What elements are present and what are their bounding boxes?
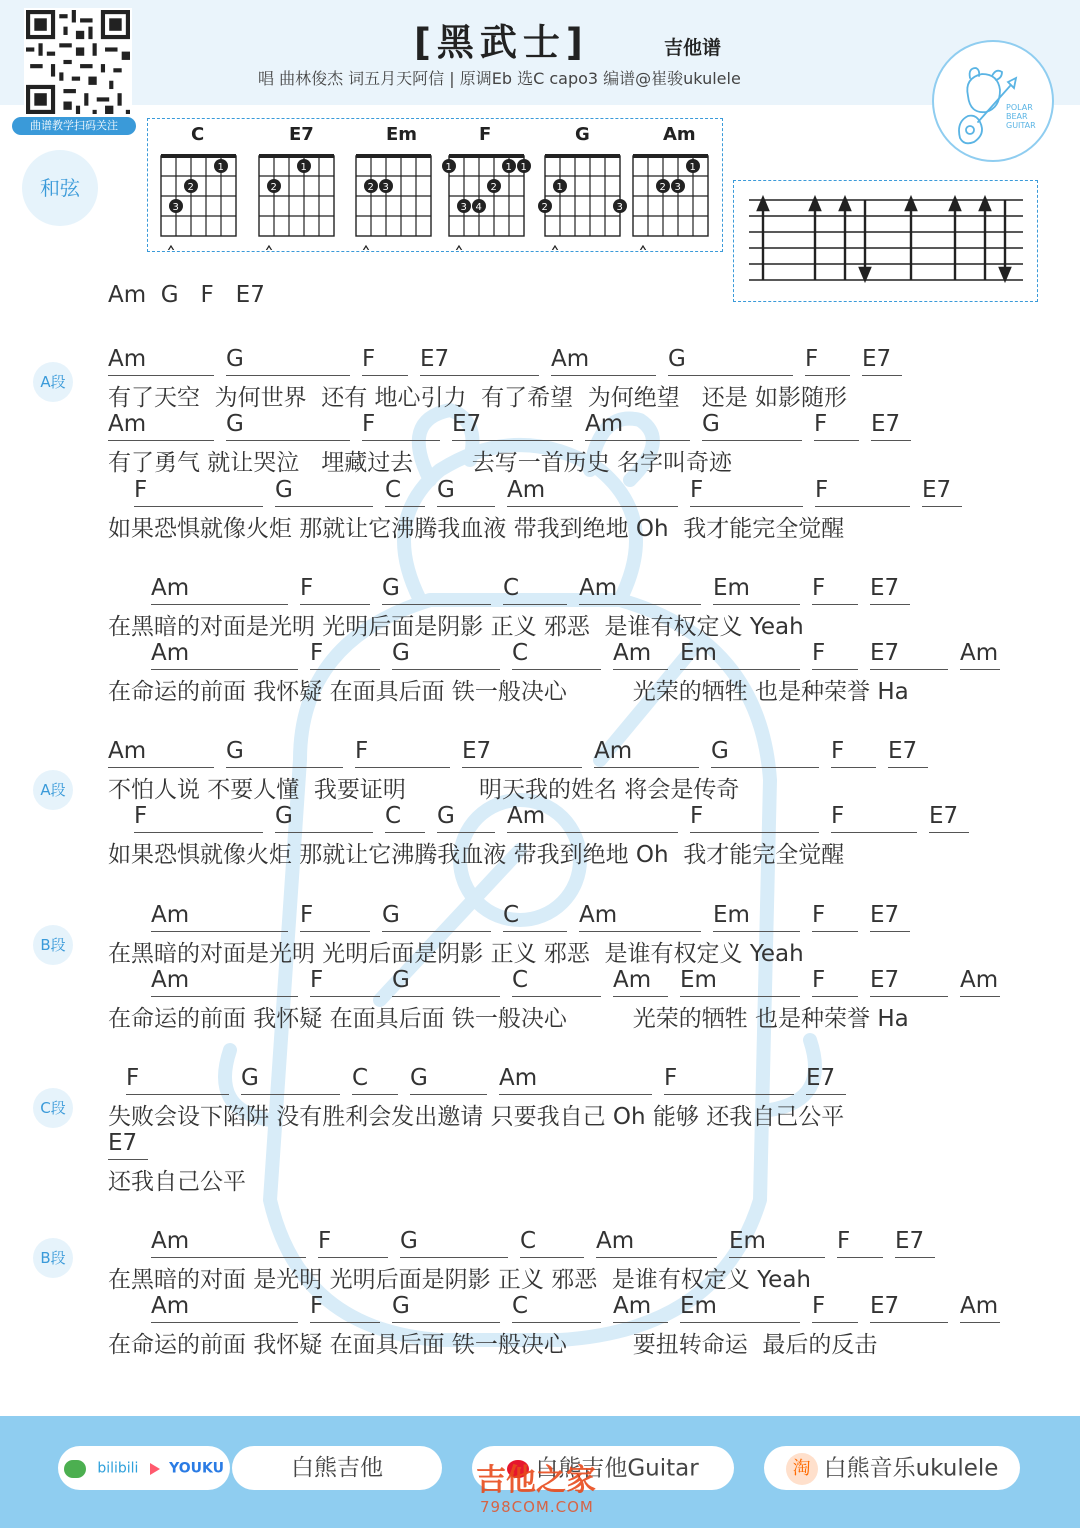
- chord-underline: [352, 1094, 398, 1095]
- chord-underline: [382, 931, 491, 932]
- chord-symbol: F: [814, 411, 828, 437]
- chord-symbol: Am: [960, 640, 999, 666]
- chord-underline: [613, 1322, 668, 1323]
- chord-symbol: Am: [108, 738, 147, 764]
- chord-symbol: Em: [713, 575, 750, 601]
- chord-symbol: Am: [579, 902, 618, 928]
- arrow-down-icon: [1000, 268, 1010, 280]
- chord-symbol: G: [275, 477, 293, 503]
- chord-underline: [690, 506, 803, 507]
- chord-underline: [151, 931, 288, 932]
- chord-underline: [668, 375, 793, 376]
- chord-underline: [680, 1322, 800, 1323]
- chord-symbol: F: [805, 346, 819, 372]
- qr-caption: 曲谱教学扫码关注: [12, 117, 136, 135]
- song-meta: 唱 曲林俊杰 词五月天阿信 | 原调Eb 选C capo3 编谱@崔骏ukulele: [258, 69, 741, 88]
- lyric-line: 在命运的前面 我怀疑 在面具后面 铁一般决心 光荣的牺牲 也是种荣誉 Ha: [108, 679, 909, 705]
- pill3-label: 白熊音乐ukulele: [823, 1455, 999, 1482]
- chord-symbol: Am: [151, 902, 190, 928]
- chord-underline: [275, 506, 373, 507]
- sheet-type: 吉他谱: [664, 37, 722, 59]
- chord-underline: [108, 767, 214, 768]
- chord-symbol: Am: [960, 1293, 999, 1319]
- chord-symbol: F: [134, 803, 148, 829]
- finger-number: 1: [445, 162, 452, 173]
- chord-symbol: E7: [870, 1293, 900, 1319]
- chord-symbol: Am: [499, 1065, 538, 1091]
- finger-number: 1: [505, 162, 512, 173]
- chord-underline: [400, 1257, 508, 1258]
- chord-underline: [613, 996, 668, 997]
- chord-underline: [960, 1322, 1000, 1323]
- chord-symbol: C: [385, 477, 402, 503]
- chord-symbol: F: [362, 346, 376, 372]
- finger-number: 2: [270, 182, 277, 193]
- chord-underline: [814, 440, 859, 441]
- chord-symbol: F: [355, 738, 369, 764]
- chord-underline: [503, 931, 567, 932]
- chord-symbol: F: [812, 575, 826, 601]
- chord-diagrams: [147, 118, 721, 250]
- chord-symbol: E7: [870, 902, 900, 928]
- chord-underline: [392, 996, 500, 997]
- chord-underline: [310, 1322, 380, 1323]
- chord-symbol: E7: [888, 738, 918, 764]
- chord-underline: [503, 604, 567, 605]
- chord-underline: [226, 375, 350, 376]
- chord-underline: [520, 1257, 584, 1258]
- chord-underline: [151, 996, 298, 997]
- chord-underline: [151, 1322, 298, 1323]
- chord-underline: [318, 1257, 388, 1258]
- chord-symbol: Am: [613, 1293, 652, 1319]
- chord-symbol: F: [812, 640, 826, 666]
- youku-icon: [150, 1463, 160, 1475]
- polar-bear-guitar-logo: [930, 38, 1056, 164]
- finger-number: 3: [616, 202, 623, 213]
- chord-underline: [871, 440, 911, 441]
- finger-number: 2: [187, 182, 194, 193]
- chord-underline: [126, 1094, 229, 1095]
- chord-symbol: F: [126, 1065, 140, 1091]
- finger-number: 4: [475, 202, 482, 213]
- chord-symbol: G: [382, 575, 400, 601]
- chord-symbol: F: [812, 902, 826, 928]
- chord-underline: [596, 1257, 717, 1258]
- chord-underline: [870, 604, 910, 605]
- logo-text-3: GUITAR: [1006, 121, 1036, 130]
- chord-underline: [300, 931, 370, 932]
- chord-underline: [585, 440, 690, 441]
- chord-underline: [870, 1322, 948, 1323]
- chord-underline: [690, 832, 819, 833]
- chord-symbol: Am: [960, 967, 999, 993]
- chord-underline: [812, 996, 858, 997]
- chord-underline: [226, 767, 343, 768]
- chord-symbol: G: [392, 1293, 410, 1319]
- chord-underline: [151, 1257, 306, 1258]
- chord-underline: [551, 375, 656, 376]
- chord-underline: [960, 669, 1000, 670]
- lyric-line: 在命运的前面 我怀疑 在面具后面 铁一般决心 要扭转命运 最后的反击: [108, 1332, 878, 1358]
- root-marker-icon: [550, 246, 560, 250]
- chord-symbol: Em: [713, 902, 750, 928]
- chord-underline: [108, 375, 214, 376]
- chord-symbol: F: [300, 575, 314, 601]
- chord-diagram-name: Em: [386, 124, 418, 145]
- lyric-line: 有了勇气 就让哭泣 埋藏过去 去写一首历史 名字叫奇迹: [108, 450, 733, 476]
- chord-diagram-name: Am: [663, 124, 696, 145]
- chord-symbol: F: [362, 411, 376, 437]
- lyric-line: 还我自己公平: [108, 1169, 246, 1195]
- chord-underline: [711, 767, 819, 768]
- chord-underline: [680, 669, 800, 670]
- chord-underline: [729, 1257, 825, 1258]
- chord-underline: [499, 1094, 652, 1095]
- chord-symbol: C: [512, 1293, 529, 1319]
- chord-symbol: F: [815, 477, 829, 503]
- chord-symbol: G: [410, 1065, 428, 1091]
- chord-symbol: Em: [680, 1293, 717, 1319]
- chord-underline: [226, 440, 350, 441]
- finger-number: 3: [382, 182, 389, 193]
- chord-symbol: E7: [895, 1228, 925, 1254]
- chord-underline: [815, 506, 910, 507]
- chord-symbol: F: [812, 967, 826, 993]
- chord-symbol: G: [275, 803, 293, 829]
- chord-underline: [151, 604, 288, 605]
- chord-underline: [507, 832, 678, 833]
- chord-underline: [888, 767, 928, 768]
- chord-underline: [382, 604, 491, 605]
- chord-symbol: E7: [929, 803, 959, 829]
- chord-symbol: Em: [729, 1228, 766, 1254]
- watermark: 吉他之家: [476, 1463, 596, 1498]
- chord-symbol: G: [226, 346, 244, 372]
- chord-symbol: Am: [585, 411, 624, 437]
- qr-code[interactable]: [24, 8, 132, 116]
- chord-underline: [812, 604, 858, 605]
- chord-symbol: C: [520, 1228, 537, 1254]
- chord-underline: [613, 669, 668, 670]
- chord-symbol: C: [512, 640, 529, 666]
- chord-symbol: F: [837, 1228, 851, 1254]
- chord-underline: [960, 996, 1000, 997]
- chord-symbol: F: [310, 640, 324, 666]
- chord-underline: [420, 375, 539, 376]
- chord-underline: [362, 440, 440, 441]
- chord-symbol: Am: [151, 967, 190, 993]
- finger-number: 2: [541, 202, 548, 213]
- chord-symbol: C: [512, 967, 529, 993]
- chord-underline: [392, 669, 500, 670]
- chord-symbol: E7: [452, 411, 482, 437]
- pill-taobao-ukulele[interactable]: [764, 1446, 1020, 1490]
- youku-label: YOUKU: [169, 1460, 224, 1477]
- chord-symbol: F: [300, 902, 314, 928]
- chord-underline: [512, 996, 601, 997]
- chord-symbol: F: [690, 477, 704, 503]
- root-marker-icon: [264, 246, 274, 250]
- chord-underline: [806, 1094, 846, 1095]
- section-tag: A段: [33, 770, 73, 810]
- section-tag: B段: [33, 1238, 73, 1278]
- chord-symbol: G: [226, 738, 244, 764]
- chord-symbol: F: [812, 1293, 826, 1319]
- lyric-line: 在命运的前面 我怀疑 在面具后面 铁一般决心 光荣的牺牲 也是种荣誉 Ha: [108, 1006, 909, 1032]
- chord-underline: [385, 832, 425, 833]
- chord-underline: [805, 375, 850, 376]
- chord-symbol: G: [382, 902, 400, 928]
- chord-symbol: Am: [594, 738, 633, 764]
- chord-underline: [922, 506, 962, 507]
- chord-underline: [812, 669, 858, 670]
- lyric-line: 如果恐惧就像火炬 那就让它沸腾我血液 带我到绝地 Oh 我才能完全觉醒: [108, 516, 845, 542]
- finger-number: 2: [490, 182, 497, 193]
- chord-underline: [392, 1322, 500, 1323]
- chord-symbol: Am: [613, 967, 652, 993]
- finger-number: 1: [300, 162, 307, 173]
- chord-underline: [437, 832, 495, 833]
- chord-symbol: F: [310, 967, 324, 993]
- chord-symbol: C: [503, 575, 520, 601]
- chord-underline: [702, 440, 802, 441]
- chord-underline: [310, 669, 380, 670]
- chord-symbol: G: [437, 477, 455, 503]
- chord-diagram-name: G: [575, 124, 590, 145]
- chord-underline: [355, 767, 450, 768]
- chord-underline: [134, 832, 263, 833]
- chord-symbol: Am: [108, 411, 147, 437]
- chord-diagram-name: C: [191, 124, 205, 145]
- chord-symbol: F: [134, 477, 148, 503]
- intro-chords: Am G F E7: [108, 282, 265, 308]
- section-tag: B段: [33, 925, 73, 965]
- finger-number: 3: [674, 182, 681, 193]
- chord-symbol: F: [310, 1293, 324, 1319]
- finger-number: 1: [556, 182, 563, 193]
- chord-symbol: G: [400, 1228, 418, 1254]
- chord-symbol: F: [831, 803, 845, 829]
- chord-symbol: G: [437, 803, 455, 829]
- chord-symbol: Am: [613, 640, 652, 666]
- chord-underline: [410, 1094, 487, 1095]
- chord-underline: [108, 440, 214, 441]
- pill-baixiong-guitar[interactable]: 白熊吉他: [232, 1446, 442, 1490]
- chord-symbol: C: [503, 902, 520, 928]
- chord-underline: [362, 375, 408, 376]
- chord-underline: [579, 604, 701, 605]
- lyric-line: 失败会设下陷阱 没有胜利会发出邀请 只要我自己 Oh 能够 还我自己公平: [108, 1104, 845, 1130]
- chord-symbol: G: [392, 967, 410, 993]
- chord-symbol: C: [385, 803, 402, 829]
- lyric-line: 如果恐惧就像火炬 那就让它沸腾我血液 带我到绝地 Oh 我才能完全觉醒: [108, 842, 845, 868]
- chord-underline: [385, 506, 425, 507]
- section-tag: C段: [33, 1088, 73, 1128]
- chord-symbol: G: [711, 738, 729, 764]
- lyric-line: 有了天空 为何世界 还有 地心引力 有了希望 为何绝望 还是 如影随形: [108, 385, 848, 411]
- logo-text-1: POLAR: [1006, 103, 1033, 112]
- taobao-icon: 淘: [786, 1453, 818, 1485]
- section-tag: A段: [33, 362, 73, 402]
- chord-underline: [134, 506, 263, 507]
- platforms-pill[interactable]: [58, 1446, 230, 1490]
- chord-symbol: E7: [871, 411, 901, 437]
- finger-number: 1: [689, 162, 696, 173]
- chord-symbol: E7: [806, 1065, 836, 1091]
- lyric-line: 在黑暗的对面 是光明 光明后面是阴影 正义 邪恶 是谁有权定义 Yeah: [108, 1267, 811, 1293]
- chord-symbol: Am: [151, 1228, 190, 1254]
- finger-number: 2: [367, 182, 374, 193]
- chord-symbol: G: [668, 346, 686, 372]
- chord-symbol: E7: [870, 640, 900, 666]
- chord-symbol: G: [702, 411, 720, 437]
- chord-underline: [812, 1322, 858, 1323]
- chord-symbol: E7: [462, 738, 492, 764]
- chord-underline: [275, 832, 373, 833]
- chord-underline: [108, 1159, 148, 1160]
- lyric-line: 在黑暗的对面是光明 光明后面是阴影 正义 邪恶 是谁有权定义 Yeah: [108, 941, 804, 967]
- chord-underline: [300, 604, 370, 605]
- chord-underline: [713, 604, 800, 605]
- bilibili-label: bilibili: [97, 1460, 139, 1477]
- finger-number: 1: [217, 162, 224, 173]
- root-marker-icon: [454, 246, 464, 250]
- finger-number: 3: [172, 202, 179, 213]
- chord-underline: [507, 506, 678, 507]
- chord-diagram-name: F: [479, 124, 492, 145]
- chord-symbol: C: [352, 1065, 369, 1091]
- chord-symbol: E7: [922, 477, 952, 503]
- chord-underline: [310, 996, 380, 997]
- chord-underline: [713, 931, 800, 932]
- chord-symbol: F: [831, 738, 845, 764]
- chord-underline: [831, 832, 917, 833]
- chord-symbol: F: [690, 803, 704, 829]
- chords-label: 和弦: [22, 150, 98, 226]
- chord-underline: [664, 1094, 794, 1095]
- chord-symbol: Am: [108, 346, 147, 372]
- chord-symbol: G: [392, 640, 410, 666]
- chord-symbol: E7: [862, 346, 892, 372]
- chord-symbol: F: [664, 1065, 678, 1091]
- chord-symbol: Am: [151, 575, 190, 601]
- chord-symbol: Am: [151, 640, 190, 666]
- chord-symbol: E7: [870, 575, 900, 601]
- chord-symbol: Am: [151, 1293, 190, 1319]
- chord-underline: [437, 506, 495, 507]
- song-title: [黑武士]: [414, 21, 589, 64]
- chord-symbol: Am: [579, 575, 618, 601]
- wechat-icon: [64, 1460, 86, 1478]
- chord-underline: [831, 767, 876, 768]
- chord-underline: [870, 996, 948, 997]
- chord-symbol: Em: [680, 967, 717, 993]
- chord-underline: [812, 931, 858, 932]
- chord-underline: [151, 669, 298, 670]
- chord-underline: [452, 440, 573, 441]
- lyric-line: 在黑暗的对面是光明 光明后面是阴影 正义 邪恶 是谁有权定义 Yeah: [108, 614, 804, 640]
- chord-symbol: Am: [551, 346, 590, 372]
- chord-underline: [929, 832, 969, 833]
- chord-symbol: Am: [507, 803, 546, 829]
- chord-symbol: E7: [870, 967, 900, 993]
- chord-underline: [837, 1257, 883, 1258]
- chord-underline: [870, 931, 910, 932]
- chord-underline: [241, 1094, 340, 1095]
- chord-symbol: Am: [507, 477, 546, 503]
- arrow-down-icon: [860, 268, 870, 280]
- watermark-url: 798COM.COM: [480, 1498, 594, 1516]
- chord-symbol: Am: [596, 1228, 635, 1254]
- finger-number: 2: [659, 182, 666, 193]
- root-marker-icon: [361, 246, 371, 250]
- chord-underline: [680, 996, 800, 997]
- logo-text-2: BEAR: [1006, 112, 1028, 121]
- root-marker-icon: [166, 246, 176, 250]
- chord-diagram-name: E7: [289, 124, 314, 145]
- chord-underline: [594, 767, 699, 768]
- pill2-label: 白熊吉他Guitar: [535, 1455, 699, 1482]
- chord-underline: [579, 931, 701, 932]
- chord-symbol: Em: [680, 640, 717, 666]
- finger-number: 1: [520, 162, 527, 173]
- chord-symbol: E7: [108, 1130, 138, 1156]
- chord-symbol: F: [318, 1228, 332, 1254]
- chord-underline: [862, 375, 902, 376]
- chord-symbol: G: [241, 1065, 259, 1091]
- lyric-line: 不怕人说 不要人懂 我要证明 明天我的姓名 将会是传奇: [108, 777, 740, 803]
- chord-symbol: G: [226, 411, 244, 437]
- chord-underline: [512, 669, 601, 670]
- chord-underline: [895, 1257, 935, 1258]
- root-marker-icon: [638, 246, 648, 250]
- chord-underline: [512, 1322, 601, 1323]
- finger-number: 3: [460, 202, 467, 213]
- chord-underline: [870, 669, 948, 670]
- chord-symbol: E7: [420, 346, 450, 372]
- chord-underline: [462, 767, 582, 768]
- strum-pattern: [733, 180, 1036, 300]
